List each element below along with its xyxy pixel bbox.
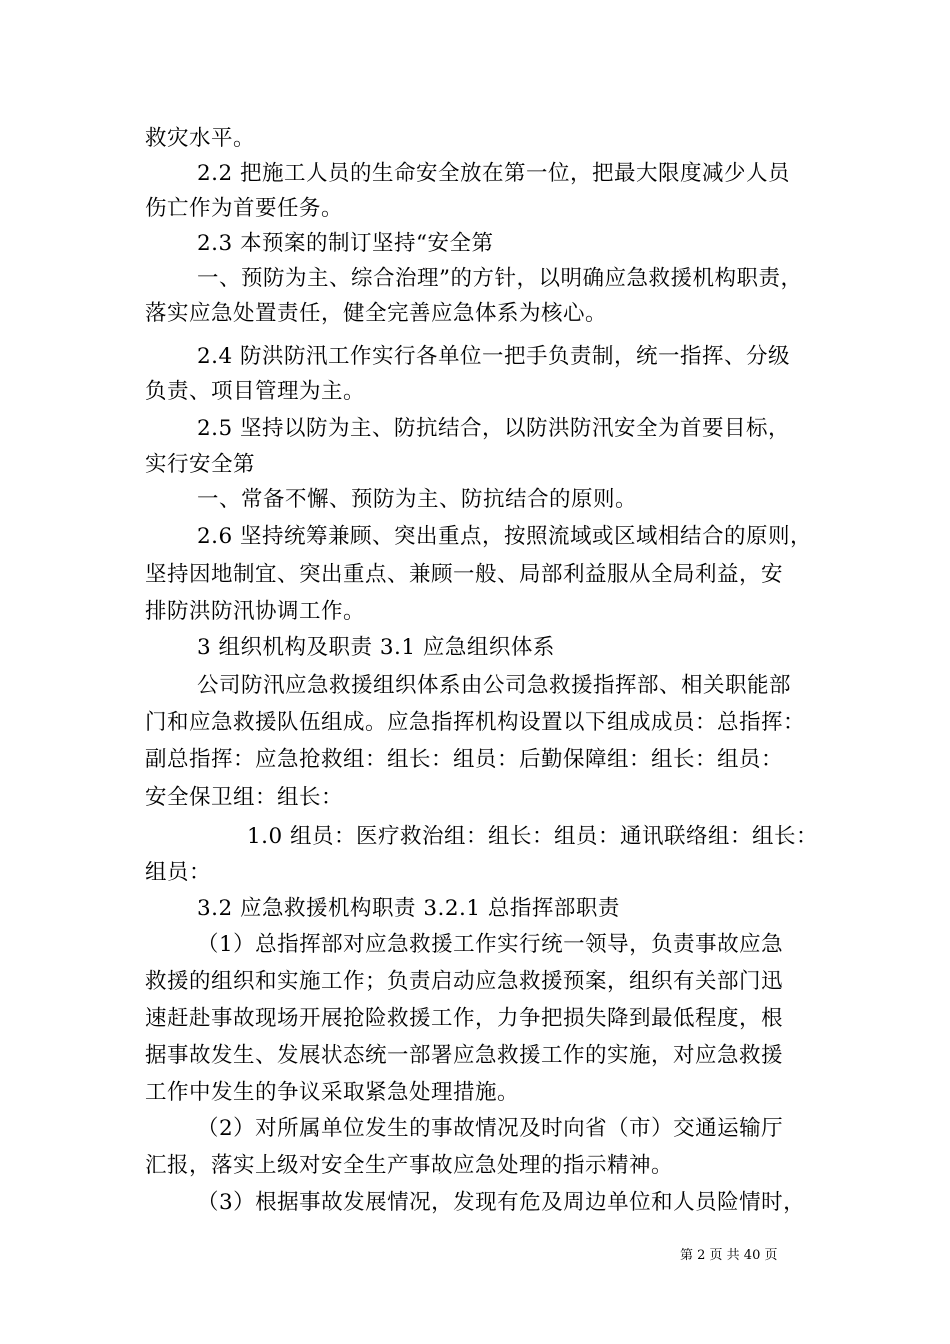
text-line: 2.3 本预案的制订坚持“安全第 [197, 231, 494, 256]
text-line: （1）总指挥部对应急救援工作实行统一领导，负责事故应急 [197, 932, 784, 957]
text-line: 门和应急救援队伍组成。应急指挥机构设置以下组成成员：总指挥： [145, 710, 806, 735]
section-heading: 3 组织机构及职责 3.1 应急组织体系 [197, 635, 555, 660]
section-heading: 3.2 应急救援机构职责 3.2.1 总指挥部职责 [197, 896, 620, 921]
text-line: 负责、项目管理为主。 [145, 379, 366, 404]
text-line: （2）对所属单位发生的事故情况及时向省（市）交通运输厅 [197, 1116, 784, 1141]
text-line: 一、常备不懈、预防为主、防抗结合的原则。 [197, 487, 638, 512]
text-line: 工作中发生的争议采取紧急处理措施。 [145, 1080, 520, 1105]
text-line: 公司防汛应急救援组织体系由公司急救援指挥部、相关职能部 [197, 673, 792, 698]
text-line: 救灾水平。 [145, 126, 256, 151]
text-line: 安全保卫组：组长： [145, 785, 344, 810]
text-line: 组员： [145, 860, 212, 885]
text-line: 2.6 坚持统筹兼顾、突出重点，按照流域或区域相结合的原则， [197, 524, 813, 549]
text-line: 据事故发生、发展状态统一部署应急救援工作的实施，对应急救援 [145, 1043, 784, 1068]
text-line: 救援的组织和实施工作；负责启动应急救援预案，组织有关部门迅 [145, 969, 784, 994]
text-line: 落实应急处置责任，健全完善应急体系为核心。 [145, 301, 608, 326]
page-number: 第 2 页 共 40 页 [680, 1248, 778, 1263]
text-line: 汇报，落实上级对安全生产事故应急处理的指示精神。 [145, 1153, 674, 1178]
text-line: 一、预防为主、综合治理”的方针，以明确应急救援机构职责， [197, 266, 803, 291]
text-line: 速赶赴事故现场开展抢险救援工作，力争把损失降到最低程度，根 [145, 1006, 784, 1031]
text-line: 排防洪防汛协调工作。 [145, 599, 366, 624]
text-line: 实行安全第 [145, 452, 256, 477]
text-line: 伤亡作为首要任务。 [145, 196, 344, 221]
text-line: 坚持因地制宜、突出重点、兼顾一般、局部利益服从全局利益，安 [145, 562, 784, 587]
text-line: 副总指挥：应急抢救组：组长：组员：后勤保障组：组长：组员： [145, 747, 784, 772]
text-line: 2.2 把施工人员的生命安全放在第一位，把最大限度减少人员 [197, 161, 791, 186]
text-line: 2.4 防洪防汛工作实行各单位一把手负责制，统一指挥、分级 [197, 344, 791, 369]
text-line: （3）根据事故发展情况，发现有危及周边单位和人员险情时， [197, 1190, 806, 1215]
text-line: 1.0 组员：医疗救治组：组长：组员：通讯联络组：组长： [247, 824, 819, 849]
text-line: 2.5 坚持以防为主、防抗结合，以防洪防汛安全为首要目标， [197, 416, 791, 441]
